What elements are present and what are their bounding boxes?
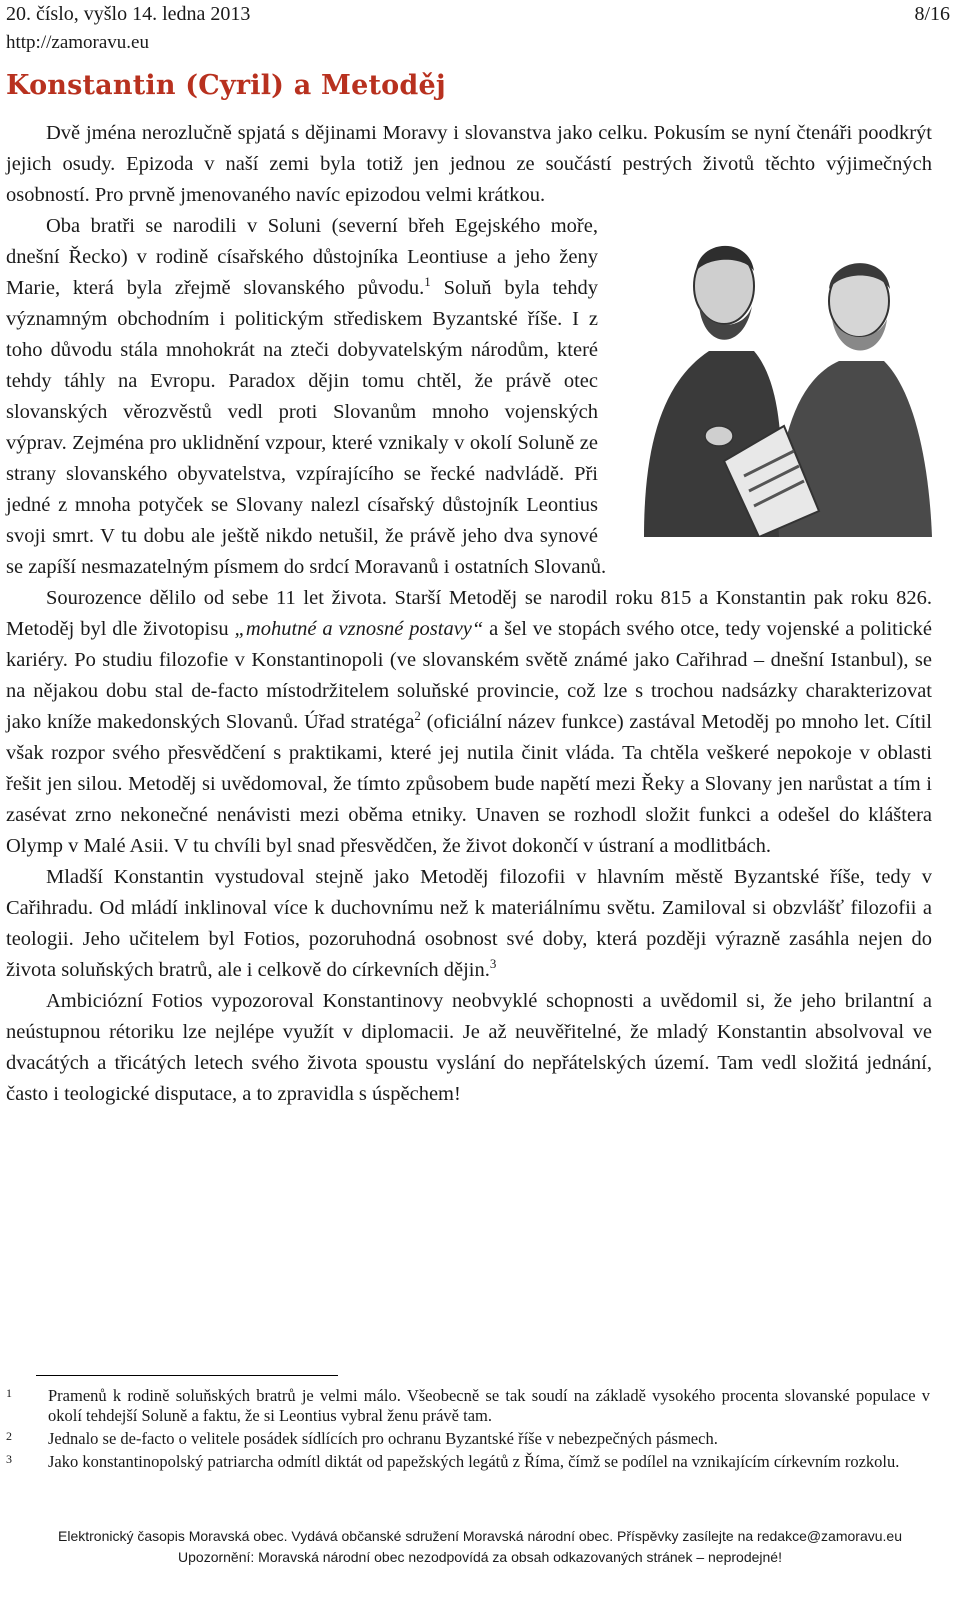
footnote-divider bbox=[36, 1375, 338, 1376]
page-number: 8/16 bbox=[914, 3, 950, 25]
footnote-2: 2 Jednalo se de-facto o velitele posádek sídlících pro ochranu Byzantské říše v nebezpečných pásmech. bbox=[6, 1429, 718, 1448]
footer-publisher-info: Elektronický časopis Moravská obec. Vydává občanské sdružení Moravská národní obec. Příspěvky zasílejte na redakce@zamoravu.eu bbox=[58, 1528, 902, 1544]
footnote-ref-3[interactable]: 3 bbox=[489, 956, 497, 972]
footer-disclaimer: Upozornění: Moravská národní obec nezodpovídá za obsah odkazovaných stránek – neprodejné! bbox=[178, 1549, 782, 1565]
paragraph-5: Ambiciózní Fotios vypozoroval Konstantinovy neobvyklé schopnosti a uvědomil si, že jeho brilantní a neústupnou rétoriku lze nejlépe využít v diplomacii. Je až neuvěřitelné, že mladý Konstantin absolvoval ve dvacátých a třicátých letech svého života spoustu vyslání do nepřátelských území. Tam vedl složitá jednání, často i teologické disputace, a to zpravidla s úspěchem! bbox=[6, 990, 932, 1105]
footnote-3: 3 Jako konstantinopolský patriarcha odmítl diktát od papežských legátů z Říma, čímž se podílel na vznikajícím církevním rozkolu. bbox=[6, 1452, 900, 1471]
paragraph-1: Dvě jména nerozlučně spjatá s dějinami Moravy i slovanstva jako celku. Pokusím se nyní čtenáři poodkrýt jejich osudy. Epizoda v naší zemi byla totiž jen jednou ze součástí pestrých životů těchto výjimečných osobností. Pro prvně jmenovaného navíc epizodou velmi krátkou. bbox=[6, 122, 932, 206]
footnote-1: 1 Pramenů k rodině soluňských bratrů je velmi málo. Všeobecně se tak soudí na základě vysokého procenta slovanské populace v okolí tehdejší Soluně a faktu, že si Leontius vybral ženu právě tam. bbox=[6, 1386, 930, 1425]
footnotes bbox=[6, 1386, 930, 1475]
footnote-ref-1[interactable]: 1 bbox=[424, 274, 431, 290]
paragraph-3: Sourozence dělilo od sebe 11 let života. Starší Metoděj se narodil roku 815 a Konstantin pak roku 826. Metoděj byl dle životopisu „mohutné a vznosné postavy“ a šel ve stopách svého otce, tedy vojenské a politické kariéry. Po studiu filozofie v Konstantinopoli (ve slovanském světě známé jako Cařihrad – dnešní Istanbul), se na nějakou dobu stal de-facto místodržitelem soluňské provincie, což lze s trochou nadsázky charakterizovat jako kníže makedonských Slovanů. Úřad stratéga$^2$ (oficiální název funkce) zastával Metoděj po mnoho let. Cítil však rozpor svého přesvědčení s praktikami, které jej nutila činit vláda. Ta chtěla veškeré nepokoje v oblasti řešit jen silou. Metoděj si uvědomoval, že tímto způsobem bude napětí mezi Řeky a Slovany jen narůstat a tím i zasévat zrno nekonečné nenávisti mezi oběma etniky. Unaven se rozhodl složit funkci a odešel do kláštera Olymp v Malé Asii. V tu chvíli byl snad přesvědčen, že život dokončí v ústraní a modlitbách. bbox=[6, 587, 932, 857]
paragraph-2: Oba bratři se narodili v Soluni (severní břeh Egejského moře, dnešní Řecko) v rodině císařského důstojníka Leontiuse a jeho ženy Marie, která byla zřejmě slovanského původu.$^1$ Soluň byla tehdy významným obchodním i politickým střediskem Byzantské říše. I z toho důvodu stála mnohokrát na zteči dobyvatelským národům, které tehdy táhly na Evropu. Paradox dějin tomu chtěl, že právě otec slovanských věrozvěstů vedl proti Slovanům mnoho vojenských výprav. Zejména pro uklidnění vzpour, které vznikaly v okolí Soluně ze strany slovanského obyvatelstva, vzpírajícího se řecké nadvládě. Při jedné z mnoha potyček se Slovany nalezl císařský důstojník Leontius svoji smrt. V tu dobu ale ještě nikdo netušil, že právě jeho dva synové se zapíší nesmazatelným písmem do srdcí Moravanů i ostatních Slovanů. bbox=[6, 215, 607, 578]
article-title: Konstantin (Cyril) a Metoděj bbox=[6, 70, 446, 101]
site-url[interactable]: http://zamoravu.eu bbox=[6, 32, 149, 53]
quote-text: „mohutné a vznosné postavy“ bbox=[234, 618, 484, 640]
footnote-ref-2[interactable]: 2 bbox=[414, 708, 421, 724]
issue-info: 20. číslo, vyšlo 14. ledna 2013 bbox=[6, 3, 251, 25]
saints-portrait-image bbox=[614, 211, 932, 537]
paragraph-4: Mladší Konstantin vystudoval stejně jako Metoděj filozofii v hlavním městě Byzantské říše, tedy v Cařihradu. Od mládí inklinoval více k duchovnímu než k materiálnímu světu. Zamiloval si obzvlášť filozofii a teologii. Jeho učitelem byl Fotios, pozoruhodná osobnost své doby, která později výrazně zasáhla nejen do života soluňských bratrů, ale i celkově do církevních dějin.$^3$ bbox=[6, 866, 932, 981]
portrait-engraving-icon bbox=[614, 211, 932, 537]
article-body bbox=[6, 118, 932, 1110]
